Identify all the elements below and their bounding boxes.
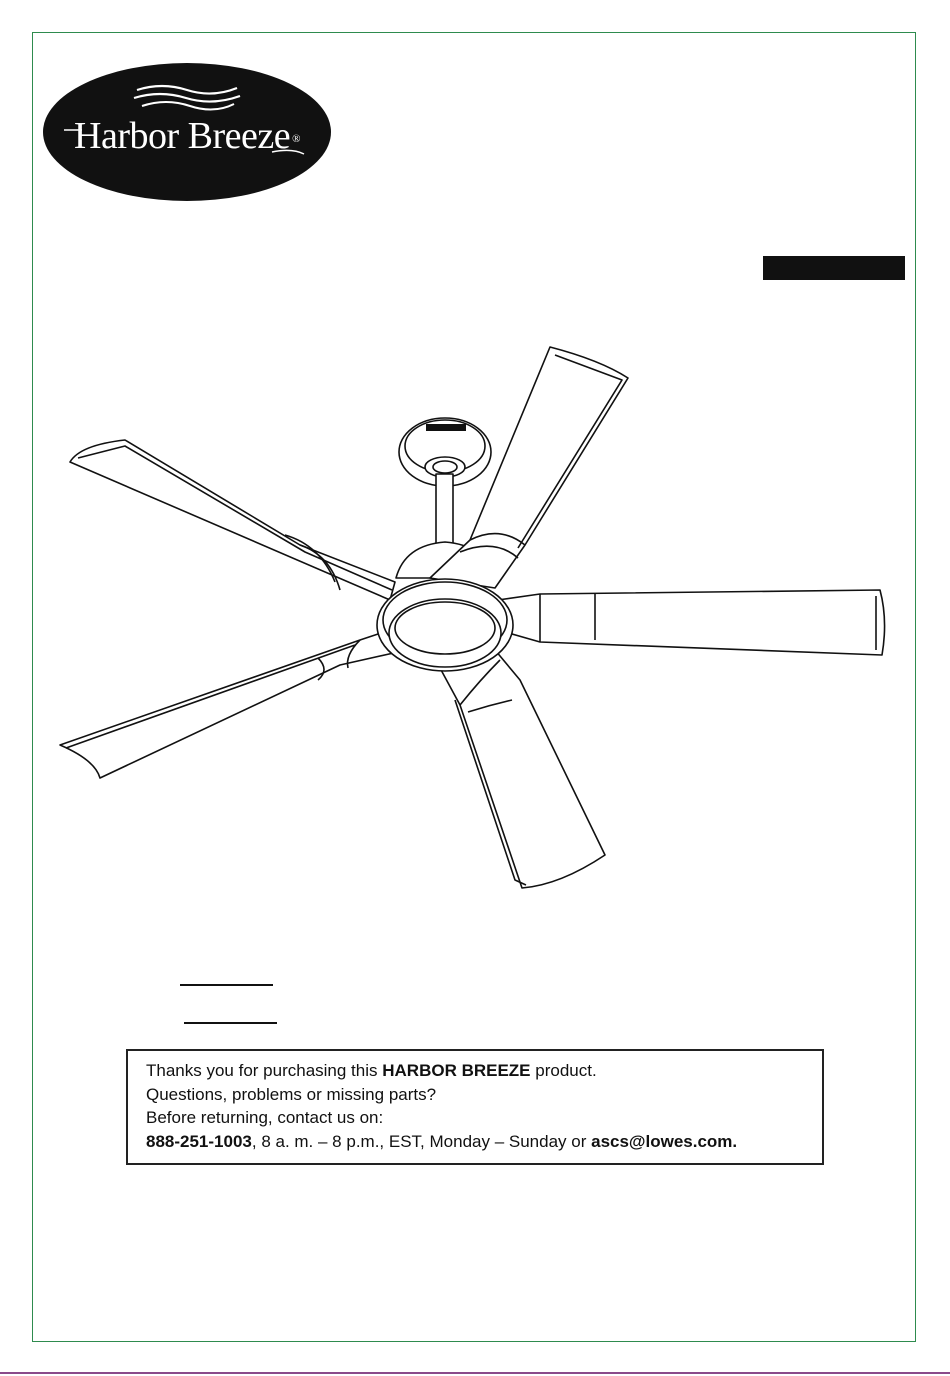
- notice-line-1-prefix: Thanks you for purchasing this: [146, 1061, 383, 1080]
- fan-blade: [60, 630, 398, 778]
- blank-line-1: [180, 984, 273, 986]
- fan-blade: [498, 590, 885, 655]
- blank-line-2: [184, 1022, 277, 1024]
- brand-name: Harbor Breeze: [74, 115, 291, 157]
- notice-line-4: [146, 1130, 822, 1154]
- light-kit: [377, 579, 513, 671]
- model-label-bar: [763, 256, 905, 280]
- fan-blade: [440, 650, 605, 888]
- logo-wordmark: [42, 114, 332, 158]
- fan-blade: [70, 440, 395, 600]
- support-phone[interactable]: 888-251-1003: [146, 1131, 252, 1151]
- registered-mark: ®: [292, 133, 300, 146]
- notice-line-2: Questions, problems or missing parts?: [146, 1084, 437, 1104]
- fan-downrod: [436, 474, 453, 548]
- notice-line-1: [146, 1059, 822, 1083]
- support-hours: , 8 a. m. – 8 p.m., EST, Monday – Sunday or: [251, 1131, 592, 1151]
- ceiling-fan-illustration: [55, 340, 895, 900]
- harbor-breeze-logo: [42, 62, 332, 202]
- notice-brand: HARBOR BREEZE: [382, 1061, 531, 1080]
- customer-service-notice: [126, 1049, 824, 1165]
- bottom-rule: [0, 1372, 950, 1374]
- notice-line-1-suffix: product.: [530, 1061, 597, 1080]
- support-email[interactable]: ascs@lowes.com.: [591, 1131, 738, 1151]
- notice-line-3: Before returning, contact us on:: [146, 1108, 384, 1127]
